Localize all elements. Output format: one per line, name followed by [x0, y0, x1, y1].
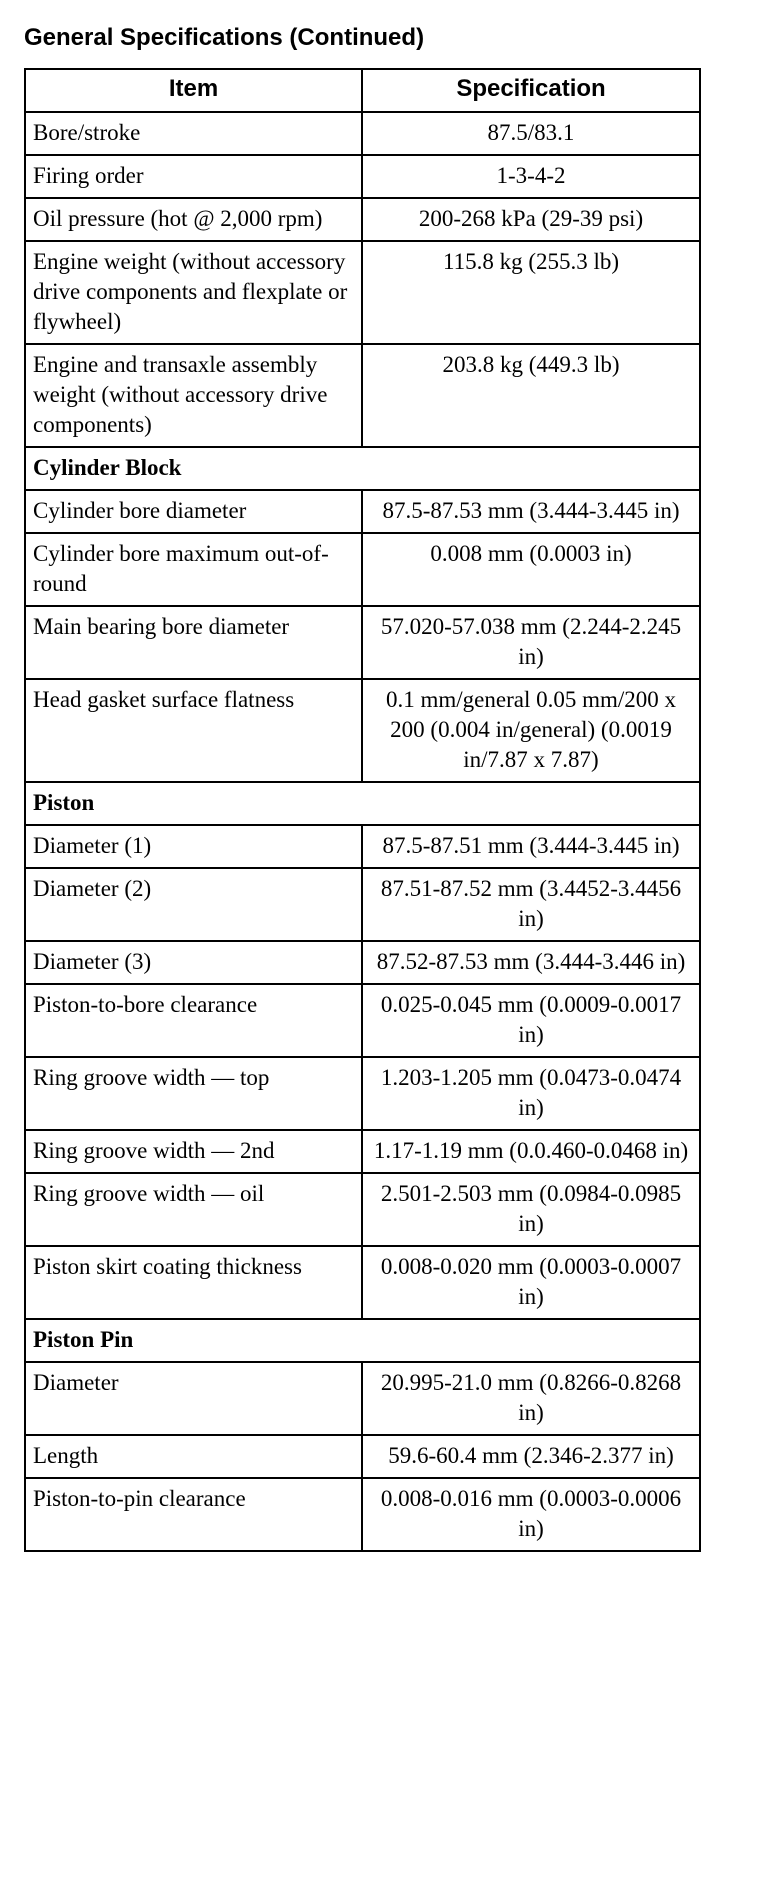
section-row-piston-pin [25, 1319, 700, 1362]
specification-cell: 1-3-4-2 [362, 155, 700, 198]
item-cell: Diameter [25, 1362, 362, 1435]
specification-cell: 59.6-60.4 mm (2.346-2.377 in) [362, 1435, 700, 1478]
section-header: Piston [25, 782, 700, 825]
specification-cell: 0.1 mm/general 0.05 mm/200 x 200 (0.004 in/general) (0.0019 in/7.87 x 7.87) [362, 679, 700, 782]
document-page [24, 24, 699, 1552]
table-row [25, 241, 700, 344]
specification-cell: 2.501-2.503 mm (0.0984-0.0985 in) [362, 1173, 700, 1246]
specification-cell: 0.008-0.020 mm (0.0003-0.0007 in) [362, 1246, 700, 1319]
item-cell: Diameter (1) [25, 825, 362, 868]
item-cell: Bore/stroke [25, 112, 362, 155]
table-row [25, 1057, 700, 1130]
specifications-table [24, 68, 701, 1552]
table-row [25, 679, 700, 782]
table-row [25, 155, 700, 198]
page-title: General Specifications (Continued) [24, 24, 425, 51]
specification-cell: 87.5-87.51 mm (3.444-3.445 in) [362, 825, 700, 868]
specification-cell: 0.008 mm (0.0003 in) [362, 533, 700, 606]
table-row [25, 1362, 700, 1435]
table-row [25, 868, 700, 941]
table-row [25, 490, 700, 533]
specification-column-header: Specification [362, 69, 700, 112]
table-header-row [25, 69, 700, 112]
specification-cell: 0.025-0.045 mm (0.0009-0.0017 in) [362, 984, 700, 1057]
table-row [25, 606, 700, 679]
section-header: Cylinder Block [25, 447, 700, 490]
item-cell: Head gasket surface flatness [25, 679, 362, 782]
specification-cell: 87.5/83.1 [362, 112, 700, 155]
item-cell: Cylinder bore diameter [25, 490, 362, 533]
table-row [25, 1246, 700, 1319]
specification-cell: 200-268 kPa (29-39 psi) [362, 198, 700, 241]
table-row [25, 1478, 700, 1551]
table-row [25, 825, 700, 868]
table-row [25, 198, 700, 241]
specification-cell: 87.52-87.53 mm (3.444-3.446 in) [362, 941, 700, 984]
specification-cell: 203.8 kg (449.3 lb) [362, 344, 700, 447]
table-row [25, 984, 700, 1057]
item-cell: Ring groove width — top [25, 1057, 362, 1130]
specification-cell: 0.008-0.016 mm (0.0003-0.0006 in) [362, 1478, 700, 1551]
table-row [25, 1130, 700, 1173]
table-row [25, 344, 700, 447]
table-row [25, 1435, 700, 1478]
specification-cell: 20.995-21.0 mm (0.8266-0.8268 in) [362, 1362, 700, 1435]
item-cell: Main bearing bore diameter [25, 606, 362, 679]
specification-cell: 87.5-87.53 mm (3.444-3.445 in) [362, 490, 700, 533]
item-cell: Diameter (3) [25, 941, 362, 984]
table-row [25, 941, 700, 984]
item-cell: Diameter (2) [25, 868, 362, 941]
item-cell: Piston-to-bore clearance [25, 984, 362, 1057]
specification-cell: 57.020-57.038 mm (2.244-2.245 in) [362, 606, 700, 679]
specification-cell: 87.51-87.52 mm (3.4452-3.4456 in) [362, 868, 700, 941]
item-cell: Ring groove width — 2nd [25, 1130, 362, 1173]
item-cell: Firing order [25, 155, 362, 198]
section-header: Piston Pin [25, 1319, 700, 1362]
specification-cell: 1.203-1.205 mm (0.0473-0.0474 in) [362, 1057, 700, 1130]
specification-cell: 115.8 kg (255.3 lb) [362, 241, 700, 344]
table-row [25, 533, 700, 606]
item-cell: Piston skirt coating thickness [25, 1246, 362, 1319]
table-row [25, 112, 700, 155]
specification-cell: 1.17-1.19 mm (0.0.460-0.0468 in) [362, 1130, 700, 1173]
item-cell: Oil pressure (hot @ 2,000 rpm) [25, 198, 362, 241]
item-cell: Cylinder bore maximum out-of-round [25, 533, 362, 606]
item-cell: Engine weight (without accessory drive components and flexplate or flywheel) [25, 241, 362, 344]
item-column-header: Item [25, 69, 362, 112]
item-cell: Piston-to-pin clearance [25, 1478, 362, 1551]
table-row [25, 1173, 700, 1246]
section-row-cylinder-block [25, 447, 700, 490]
section-row-piston [25, 782, 700, 825]
item-cell: Length [25, 1435, 362, 1478]
item-cell: Ring groove width — oil [25, 1173, 362, 1246]
item-cell: Engine and transaxle assembly weight (without accessory drive components) [25, 344, 362, 447]
